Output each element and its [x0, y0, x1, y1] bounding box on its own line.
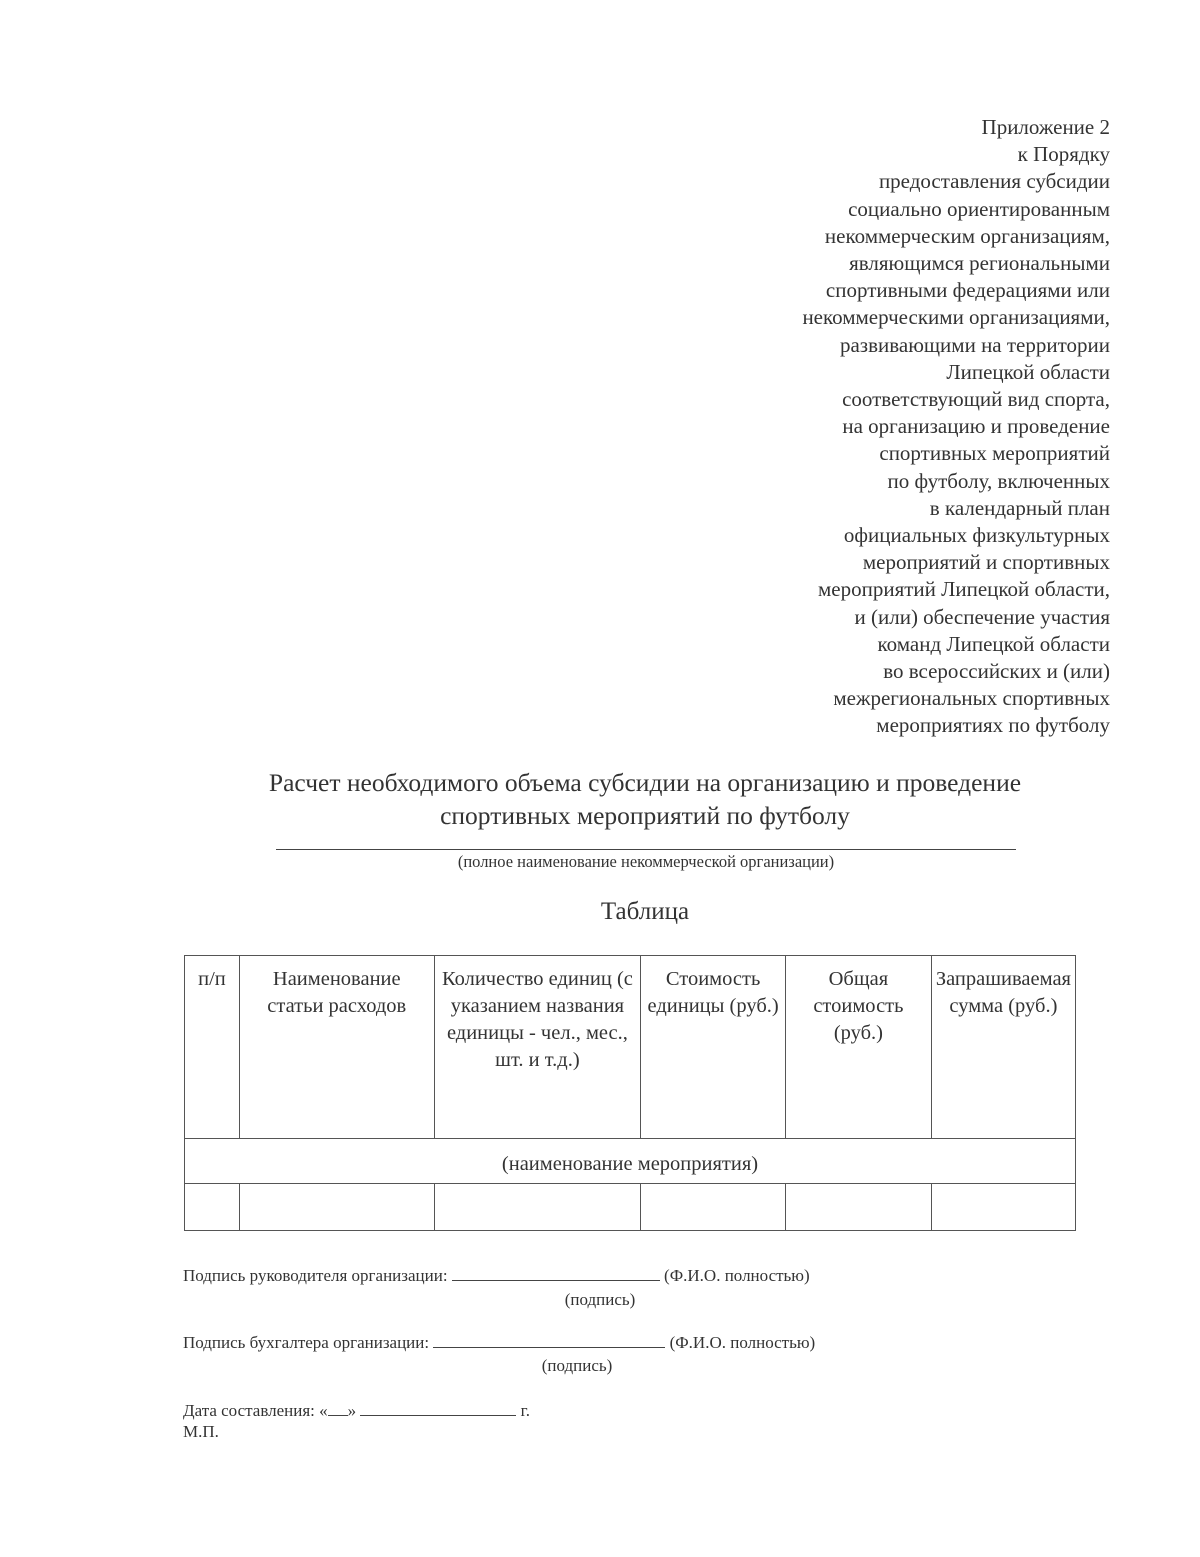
- appendix-line: Липецкой области: [946, 359, 1110, 384]
- head-signature-line: [183, 1266, 810, 1286]
- accountant-signature-line: [183, 1333, 815, 1353]
- appendix-line: являющимся региональными: [849, 251, 1110, 276]
- appendix-line: некоммерческими организациями,: [802, 305, 1110, 330]
- appendix-line: на организацию и проведение: [842, 414, 1110, 439]
- budget-table: [184, 955, 1076, 1231]
- event-row: [185, 1139, 1076, 1184]
- appendix-line: в календарный план: [929, 495, 1110, 520]
- table-cell[interactable]: [434, 1184, 641, 1231]
- appendix-line: во всероссийских и (или): [883, 659, 1110, 684]
- appendix-line: команд Липецкой области: [877, 631, 1110, 656]
- head-signature-caption: (подпись): [564, 1290, 636, 1309]
- appendix-line: официальных физкультурных: [843, 523, 1110, 548]
- header-total-cost: Общая стоимость (руб.): [786, 956, 932, 1139]
- table-label: Таблица: [600, 898, 690, 925]
- appendix-line: спортивными федерациями или: [825, 278, 1110, 303]
- appendix-line: и (или) обеспечение участия: [854, 604, 1110, 629]
- header-requested-amount: Запрашиваемая сумма (руб.): [931, 956, 1075, 1139]
- title-line-2: спортивных мероприятий по футболу: [440, 801, 850, 830]
- appendix-line: мероприятий Липецкой области,: [817, 577, 1110, 602]
- org-name-caption: (полное наименование некоммерческой организации): [457, 852, 835, 871]
- appendix-line: соответствующий вид спорта,: [842, 387, 1110, 412]
- appendix-line: мероприятиях по футболу: [876, 713, 1110, 738]
- event-name-cell: (наименование мероприятия): [185, 1139, 1076, 1184]
- header-number: п/п: [185, 956, 240, 1139]
- title-line-1: Расчет необходимого объема субсидии на организацию и проведение: [268, 768, 1022, 797]
- appendix-line: мероприятий и спортивных: [862, 550, 1110, 575]
- appendix-line: межрегиональных спортивных: [833, 686, 1110, 711]
- date-month-year-field[interactable]: [360, 1401, 516, 1416]
- appendix-line: Приложение 2: [981, 115, 1110, 139]
- appendix-line: по футболу, включенных: [887, 468, 1110, 493]
- accountant-signature-caption: (подпись): [541, 1356, 613, 1375]
- date-day-field[interactable]: [328, 1401, 348, 1416]
- head-signature-suffix: (Ф.И.О. полностью): [664, 1266, 810, 1285]
- table-cell[interactable]: [239, 1184, 434, 1231]
- table-row: [185, 1184, 1076, 1231]
- table-cell[interactable]: [786, 1184, 932, 1231]
- appendix-line: предоставления субсидии: [878, 169, 1110, 194]
- appendix-line: спортивных мероприятий: [879, 441, 1110, 466]
- appendix-block: [690, 114, 1110, 740]
- appendix-line: некоммерческим организациям,: [824, 223, 1110, 248]
- head-signature-field[interactable]: [452, 1266, 660, 1281]
- date-line: [183, 1401, 530, 1421]
- org-name-underline[interactable]: [276, 849, 1016, 850]
- head-signature-label: Подпись руководителя организации:: [183, 1266, 448, 1285]
- header-unit-cost: Стоимость единицы (руб.): [641, 956, 786, 1139]
- accountant-signature-label: Подпись бухгалтера организации:: [183, 1333, 430, 1352]
- accountant-signature-suffix: (Ф.И.О. полностью): [669, 1333, 816, 1352]
- date-quote-close: »: [347, 1401, 357, 1420]
- appendix-line: к Порядку: [1017, 142, 1110, 167]
- table-cell[interactable]: [641, 1184, 786, 1231]
- accountant-signature-field[interactable]: [433, 1333, 665, 1348]
- document-title: [160, 766, 1130, 832]
- date-label: Дата составления: «: [183, 1401, 328, 1420]
- appendix-line: социально ориентированным: [848, 196, 1110, 221]
- table-header-row: [185, 956, 1076, 1139]
- stamp-place: М.П.: [183, 1422, 219, 1441]
- date-year-suffix: г.: [520, 1401, 530, 1420]
- table-cell[interactable]: [931, 1184, 1075, 1231]
- table-cell[interactable]: [185, 1184, 240, 1231]
- header-quantity: Количество единиц (с указанием названия единицы - чел., мес., шт. и т.д.): [434, 956, 641, 1139]
- header-expense-item: Наименование статьи расходов: [239, 956, 434, 1139]
- appendix-line: развивающими на территории: [839, 332, 1110, 357]
